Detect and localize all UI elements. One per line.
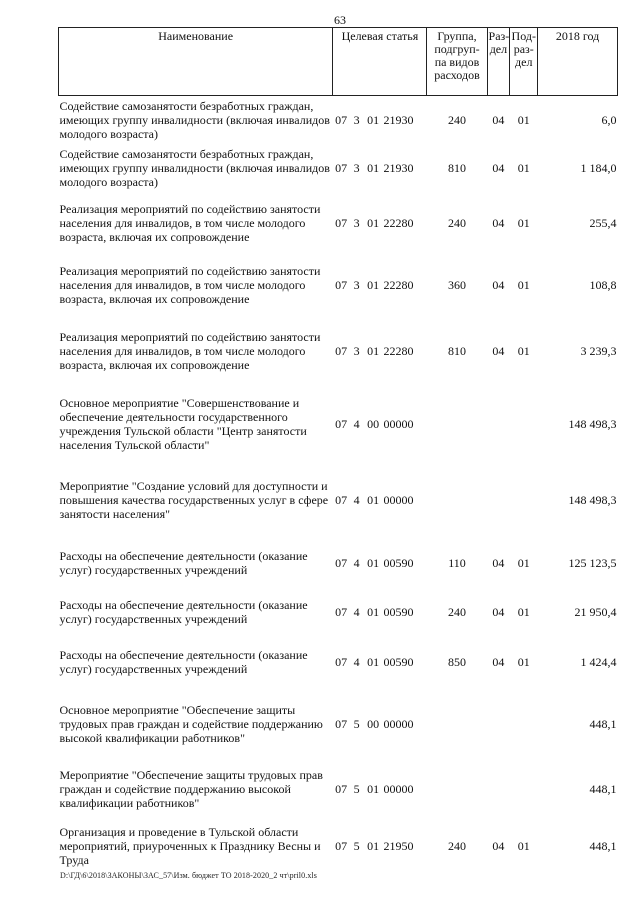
amount-2018: 1 184,0	[580, 160, 617, 175]
table-row	[59, 386, 618, 462]
expense-group: 240	[448, 838, 466, 853]
target-code-direction: 22280	[383, 277, 414, 292]
target-code-event: 00	[367, 416, 380, 431]
table-row	[59, 637, 618, 687]
target-code-event: 01	[367, 555, 380, 570]
podrazdel-code: 01	[517, 277, 530, 292]
target-code-direction: 21930	[383, 160, 414, 175]
target-code-subprogram: 4	[353, 416, 360, 431]
target-code-direction: 00000	[383, 716, 414, 731]
podrazdel-code	[510, 761, 538, 817]
table-row	[59, 192, 618, 254]
razdel-code: 04	[492, 215, 505, 230]
razdel-code	[487, 761, 510, 817]
row-name: Содействие самозанятости безработных граждан, имеющих группу инвалидности (включая инвалидов молодого возраста)	[59, 98, 330, 141]
table-row	[59, 144, 618, 192]
amount-2018: 6,0	[601, 112, 617, 127]
podrazdel-code: 01	[517, 160, 530, 175]
amount-2018: 21 950,4	[574, 605, 617, 619]
target-code-direction: 00590	[383, 605, 414, 619]
podrazdel-code: 01	[517, 112, 530, 127]
target-code-direction: 00000	[383, 781, 414, 796]
amount-2018: 448,1	[589, 781, 617, 796]
razdel-code: 04	[492, 343, 505, 358]
razdel-code	[487, 386, 510, 462]
row-name: Расходы на обеспечение деятельности (оказание услуг) государственных учреждений	[59, 598, 308, 626]
podrazdel-code: 01	[517, 343, 530, 358]
amount-2018: 1 424,4	[580, 654, 617, 669]
budget-table	[58, 27, 618, 875]
expense-group: 110	[448, 555, 466, 570]
target-code-event: 01	[367, 343, 380, 358]
target-code-direction: 21930	[383, 112, 414, 127]
amount-2018: 255,4	[589, 215, 617, 230]
target-code-subprogram: 3	[353, 343, 360, 358]
razdel-code: 04	[492, 654, 505, 669]
row-name: Реализация мероприятий по содействию занятости населения для инвалидов, в том числе молодого возраста, включая их сопровождение	[59, 329, 321, 372]
target-code-event: 01	[367, 215, 380, 230]
target-code-event: 01	[367, 160, 380, 175]
podrazdel-code: 01	[517, 555, 530, 570]
amount-2018: 125 123,5	[568, 555, 617, 570]
target-code-direction: 22280	[383, 343, 414, 358]
target-code-program: 07	[335, 492, 348, 507]
target-code-program: 07	[335, 555, 348, 570]
target-code-program: 07	[335, 277, 348, 292]
amount-2018: 448,1	[589, 716, 617, 731]
row-name: Расходы на обеспечение деятельности (оказание услуг) государственных учреждений	[59, 647, 308, 676]
podrazdel-code	[510, 386, 538, 462]
razdel-code: 04	[492, 112, 505, 127]
razdel-code: 04	[492, 160, 505, 175]
target-code-subprogram: 3	[353, 277, 360, 292]
target-code-event: 00	[367, 716, 380, 731]
target-code-program: 07	[335, 781, 348, 796]
target-code-subprogram: 4	[353, 654, 360, 669]
target-code-event: 01	[367, 277, 380, 292]
podrazdel-code: 01	[517, 605, 530, 619]
expense-group: 850	[448, 654, 466, 669]
table-row	[59, 588, 618, 637]
target-code-subprogram: 4	[353, 555, 360, 570]
amount-2018: 148 498,3	[568, 416, 617, 431]
razdel-code: 04	[492, 277, 505, 292]
target-code-event: 01	[367, 112, 380, 127]
target-code-subprogram: 4	[353, 492, 360, 507]
amount-2018: 448,1	[589, 838, 617, 853]
target-code-program: 07	[335, 112, 348, 127]
target-code-subprogram: 3	[353, 215, 360, 230]
header-target-article: Целевая статья	[333, 28, 427, 96]
table-row	[59, 254, 618, 316]
target-code-program: 07	[335, 716, 348, 731]
target-code-event: 01	[367, 654, 380, 669]
footer-file-path: D:\ГД\6\2018\ЗАКОНЫ\ЗАС_57\Изм. бюджет ТО 2018-2020_2 чт\pril0.xls	[60, 871, 317, 880]
table-row	[59, 538, 618, 588]
expense-group: 810	[448, 160, 466, 175]
row-name: Основное мероприятие "Обеспечение защиты трудовых прав граждан и содействие поддержанию высокой квалификации работников"	[59, 702, 323, 745]
target-code-direction: 00590	[383, 555, 414, 570]
table-row	[59, 316, 618, 386]
podrazdel-code	[510, 687, 538, 761]
expense-group: 240	[448, 605, 466, 619]
target-code-subprogram: 5	[353, 838, 360, 853]
row-name: Основное мероприятие "Совершенствование и обеспечение деятельности государственного учреждения Тульской области "Центр занятости населения Тульской области"	[59, 395, 307, 452]
razdel-code	[487, 462, 510, 538]
razdel-code	[487, 687, 510, 761]
target-code-event: 01	[367, 605, 380, 619]
header-expense-group: Группа, подгруп-па видов расходов	[427, 28, 487, 96]
row-name: Содействие самозанятости безработных граждан, имеющих группу инвалидности (включая инвалидов молодого возраста)	[59, 146, 330, 189]
row-name: Расходы на обеспечение деятельности (оказание услуг) государственных учреждений	[59, 548, 308, 577]
target-code-direction: 21950	[383, 838, 414, 853]
target-code-direction: 00000	[383, 492, 414, 507]
target-code-subprogram: 5	[353, 716, 360, 731]
target-code-event: 01	[367, 838, 380, 853]
target-code-program: 07	[335, 605, 348, 619]
expense-group	[427, 462, 487, 538]
table-row	[59, 687, 618, 761]
header-name: Наименование	[59, 28, 333, 96]
amount-2018: 148 498,3	[568, 492, 617, 507]
target-code-subprogram: 5	[353, 781, 360, 796]
row-name: Организация и проведение в Тульской области мероприятий, приуроченных к Празднику Весны и Труда	[59, 824, 321, 867]
header-year-2018: 2018 год	[538, 28, 618, 96]
header-podrazdel: Под-раз-дел	[510, 28, 538, 96]
podrazdel-code: 01	[517, 215, 530, 230]
header-razdel: Раз-дел	[487, 28, 510, 96]
target-code-direction: 00590	[383, 654, 414, 669]
target-code-program: 07	[335, 416, 348, 431]
target-code-program: 07	[335, 160, 348, 175]
target-code-subprogram: 3	[353, 112, 360, 127]
target-code-direction: 22280	[383, 215, 414, 230]
target-code-direction: 00000	[383, 416, 414, 431]
row-name: Реализация мероприятий по содействию занятости населения для инвалидов, в том числе молодого возраста, включая их сопровождение	[59, 201, 321, 244]
expense-group	[427, 761, 487, 817]
razdel-code: 04	[492, 605, 505, 619]
amount-2018: 3 239,3	[580, 343, 617, 358]
table-row	[59, 462, 618, 538]
expense-group: 240	[448, 112, 466, 127]
podrazdel-code: 01	[517, 654, 530, 669]
razdel-code: 04	[492, 555, 505, 570]
row-name: Мероприятие "Обеспечение защиты трудовых прав граждан и содействие поддержанию высокой квалификации работников"	[59, 767, 323, 810]
target-code-program: 07	[335, 838, 348, 853]
table-row	[59, 96, 618, 144]
target-code-subprogram: 4	[353, 605, 360, 619]
target-code-subprogram: 3	[353, 160, 360, 175]
row-name: Реализация мероприятий по содействию занятости населения для инвалидов, в том числе молодого возраста, включая их сопровождение	[59, 263, 321, 306]
target-code-program: 07	[335, 654, 348, 669]
amount-2018: 108,8	[589, 277, 617, 292]
table-row	[59, 817, 618, 875]
table-header-row	[59, 28, 618, 96]
podrazdel-code	[510, 462, 538, 538]
target-code-event: 01	[367, 781, 380, 796]
target-code-program: 07	[335, 343, 348, 358]
expense-group: 810	[448, 343, 466, 358]
target-code-event: 01	[367, 492, 380, 507]
page-number: 63	[334, 13, 346, 27]
expense-group	[427, 687, 487, 761]
podrazdel-code: 01	[517, 838, 530, 853]
expense-group	[427, 386, 487, 462]
expense-group: 240	[448, 215, 466, 230]
row-name: Мероприятие "Создание условий для доступности и повышения качества государственных услуг в сфере занятости населения"	[59, 478, 329, 521]
table-row	[59, 761, 618, 817]
target-code-program: 07	[335, 215, 348, 230]
expense-group: 360	[448, 277, 466, 292]
razdel-code: 04	[492, 838, 505, 853]
